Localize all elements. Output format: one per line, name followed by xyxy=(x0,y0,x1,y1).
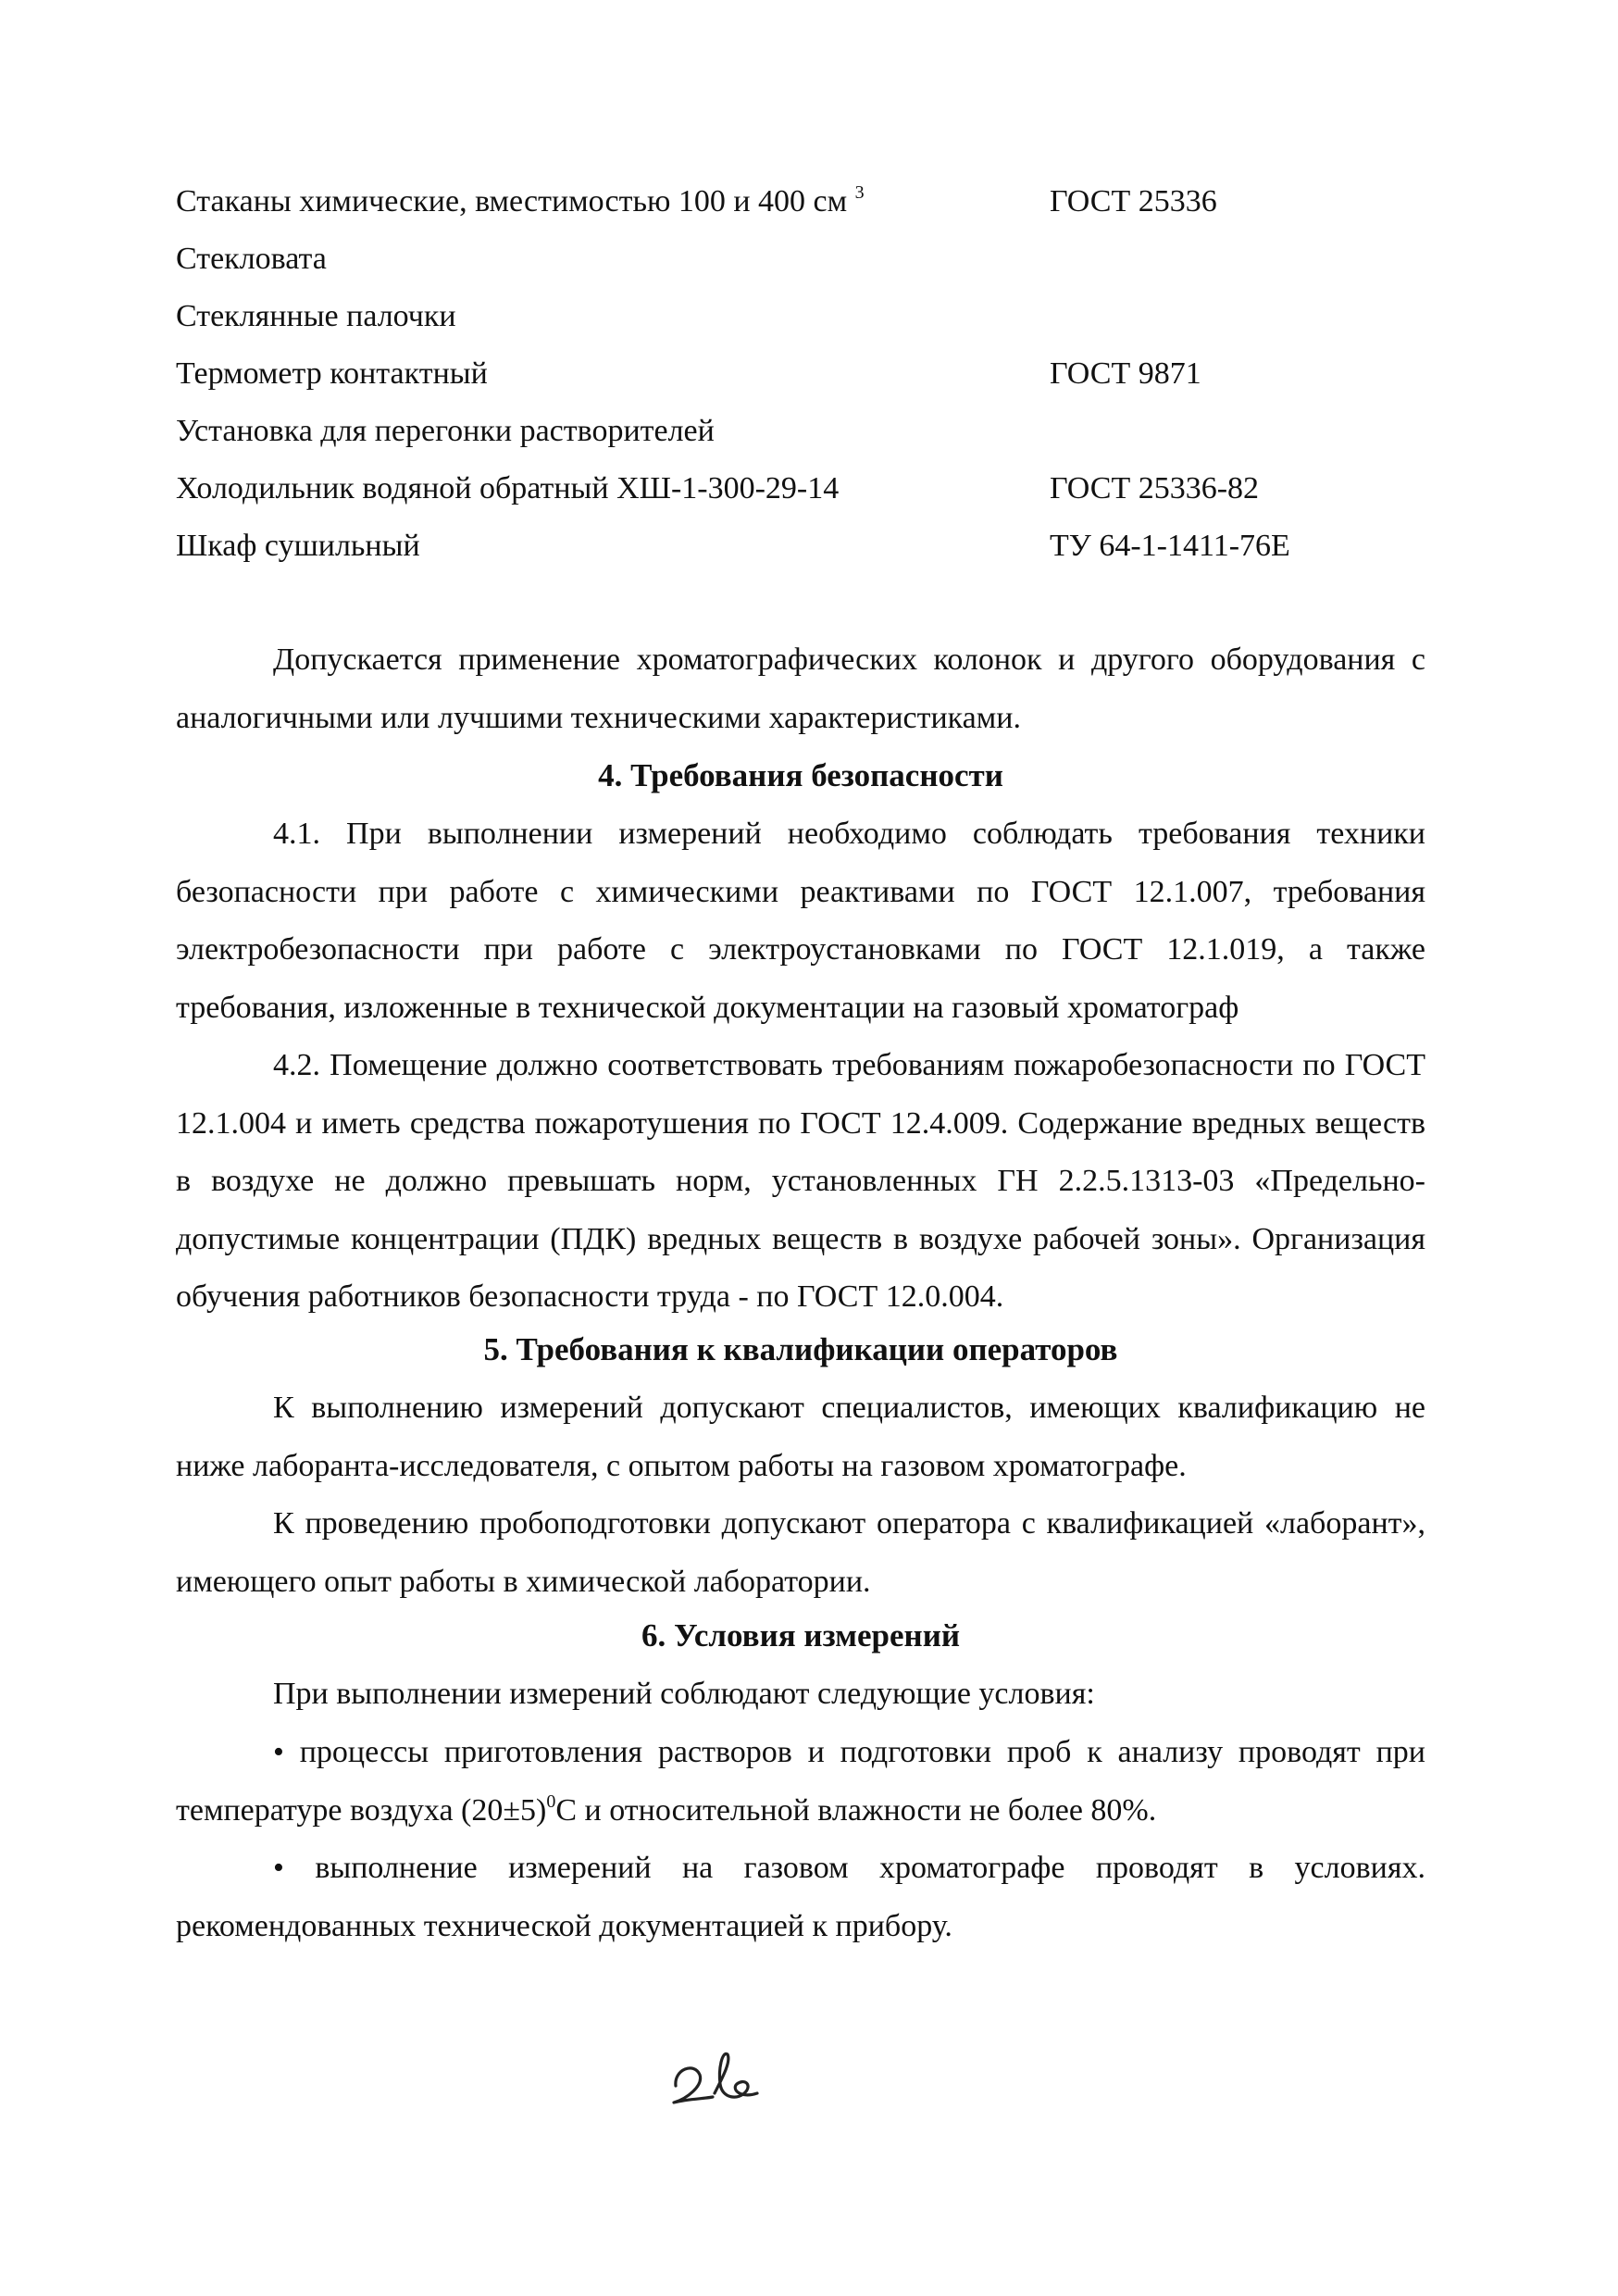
section-5-paragraph-1: К выполнению измерений допускают специалистов, имеющих квалификацию не ниже лаборанта-исследователя, с опытом работы на газовом хроматографе. xyxy=(176,1391,1425,1483)
equipment-name: Стеклянные палочки xyxy=(176,299,456,333)
section-5-paragraph-2: К проведению пробоподготовки допускают оператора с квалификацией «лаборант», имеющего опыт работы в химической лаборатории. xyxy=(176,1506,1425,1599)
equipment-name: Шкаф сушильный xyxy=(176,529,420,563)
handwritten-page-number xyxy=(666,2041,768,2115)
equipment-row xyxy=(176,239,1425,280)
allowance-paragraph: Допускается применение хроматографических колонок и другого оборудования с аналогичными или лучшими техническими характеристиками. xyxy=(176,643,1425,735)
equipment-name: Стекловата xyxy=(176,242,327,276)
equipment-row xyxy=(176,296,1425,337)
section-4-title: 4. Требования безопасности xyxy=(598,757,1003,793)
equipment-name: Установка для перегонки растворителей xyxy=(176,414,715,448)
equipment-name: Термометр контактный xyxy=(176,356,488,391)
section-6-bullet-1: • процессы приготовления растворов и подготовки проб к анализу проводят при температуре воздуха $(20\pm 5)^0С$ и относительной влажности не более 80%. xyxy=(176,1735,1425,1828)
section-4-paragraph-2: 4.2. Помещение должно соответствовать требованиям пожаробезопасности по ГОСТ 12.1.004 и иметь средства пожаротушения по ГОСТ 12.4.009. Содержание вредных веществ в воздухе не должно превышать норм, установленных ГН 2.2.5.1313-03 «Предельно-допустимые концентрации (ПДК) вредных веществ в воздухе рабочей зоны». Организация обучения работников безопасности труда - по ГОСТ 12.0.004. xyxy=(176,1048,1425,1314)
section-6-intro: При выполнении измерений соблюдают следующие условия: xyxy=(273,1677,1095,1711)
section-5-title: 5. Требования к квалификации операторов xyxy=(483,1331,1118,1367)
equipment-row xyxy=(176,354,1425,394)
equipment-standard: ГОСТ 25336 xyxy=(1050,184,1217,218)
equipment-row xyxy=(176,411,1425,452)
equipment-name: Холодильник водяной обратный ХШ-1-300-29-14 xyxy=(176,471,840,505)
equipment-row xyxy=(176,526,1425,567)
equipment-standard: ТУ 64-1-1411-76Е xyxy=(1050,529,1290,563)
equipment-row xyxy=(176,181,1425,222)
section-4-paragraph-1: 4.1. При выполнении измерений необходимо соблюдать требования техники безопасности при работе с химическими реактивами по ГОСТ 12.1.007, требования электробезопасности при работе с электроустановками по ГОСТ 12.1.019, а также требования, изложенные в технической документации на газовый хроматограф xyxy=(176,817,1425,1025)
equipment-standard: ГОСТ 9871 xyxy=(1050,356,1201,391)
section-6-bullet-2: • выполнение измерений на газовом хроматографе проводят в условиях. рекомендованных технической документацией к прибору. xyxy=(176,1851,1425,1943)
equipment-row xyxy=(176,468,1425,509)
equipment-standard: ГОСТ 25336-82 xyxy=(1050,471,1260,505)
equipment-name: Стаканы химические, вместимостью 100 и 400 см $^3$ xyxy=(176,182,865,218)
section-6-title: 6. Условия измерений xyxy=(641,1617,961,1653)
